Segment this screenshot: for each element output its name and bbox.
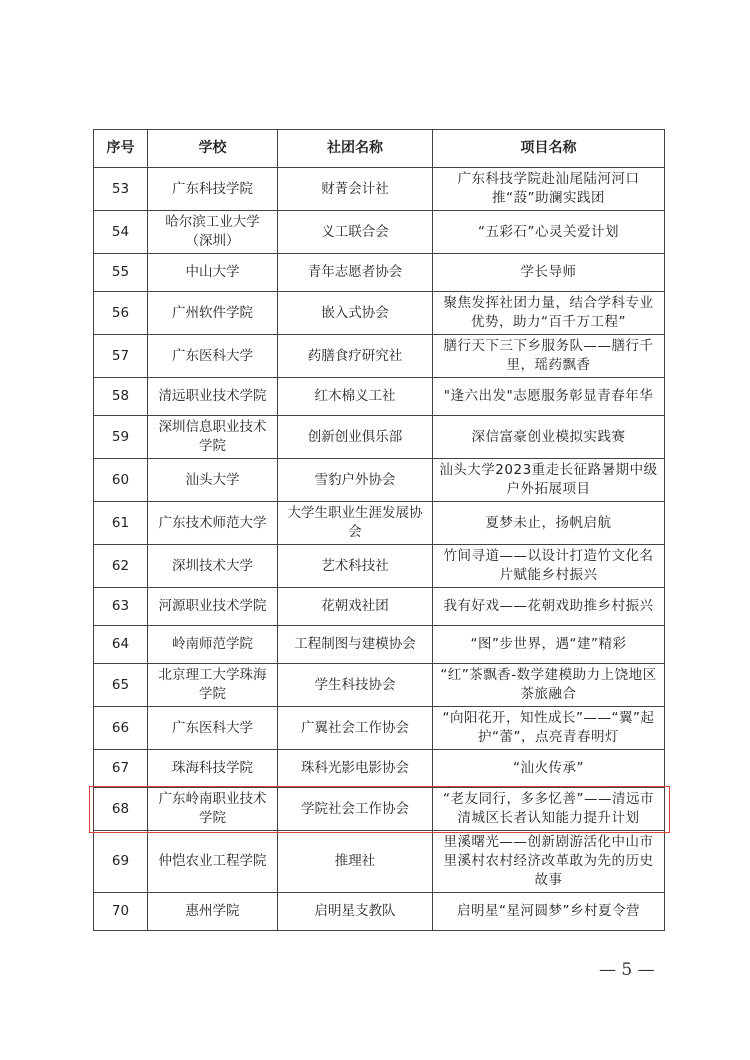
table-row: [94, 707, 665, 750]
cell-no: 53: [94, 168, 148, 211]
cell-no: 60: [94, 459, 148, 502]
table-row: [94, 378, 665, 416]
cell-no: 68: [94, 788, 148, 831]
cell-club: 花朝戏社团: [278, 588, 433, 626]
cell-project: “向阳花开，知性成长”——“翼”起护“蕾”，点亮青春明灯: [433, 707, 665, 750]
cell-no: 62: [94, 545, 148, 588]
cell-no: 61: [94, 502, 148, 545]
header-no: 序号: [94, 130, 148, 168]
cell-school: 汕头大学: [148, 459, 278, 502]
header-school: 学校: [148, 130, 278, 168]
table-row: [94, 588, 665, 626]
cell-no: 55: [94, 254, 148, 292]
cell-club: 大学生职业生涯发展协会: [278, 502, 433, 545]
cell-club: 财菁会计社: [278, 168, 433, 211]
table-row: [94, 459, 665, 502]
cell-club: 工程制图与建模协会: [278, 626, 433, 664]
header-club: 社团名称: [278, 130, 433, 168]
cell-project: 汕头大学2023重走长征路暑期中级户外拓展项目: [433, 459, 665, 502]
cell-club: 创新创业俱乐部: [278, 416, 433, 459]
cell-project: “老友同行，多多忆善”——清远市清城区长者认知能力提升计划: [433, 788, 665, 831]
cell-school: 广州软件学院: [148, 292, 278, 335]
cell-project: 膳行天下三下乡服务队——膳行千里，瑶药飘香: [433, 335, 665, 378]
table-row: [94, 831, 665, 893]
table-row: [94, 664, 665, 707]
cell-project: 聚焦发挥社团力量，结合学科专业优势，助力“百千万工程”: [433, 292, 665, 335]
cell-school: 广东医科大学: [148, 335, 278, 378]
cell-club: 学院社会工作协会: [278, 788, 433, 831]
cell-school: 广东医科大学: [148, 707, 278, 750]
cell-school: 仲恺农业工程学院: [148, 831, 278, 893]
cell-school: 深圳技术大学: [148, 545, 278, 588]
cell-no: 70: [94, 893, 148, 931]
project-table: [93, 129, 665, 931]
cell-club: 广翼社会工作协会: [278, 707, 433, 750]
cell-club: 学生科技协会: [278, 664, 433, 707]
cell-project: “五彩石”心灵关爱计划: [433, 211, 665, 254]
table-row: [94, 626, 665, 664]
cell-project: 深信富豪创业模拟实践赛: [433, 416, 665, 459]
cell-school: 北京理工大学珠海学院: [148, 664, 278, 707]
cell-no: 57: [94, 335, 148, 378]
cell-club: 义工联合会: [278, 211, 433, 254]
cell-school: 清远职业技术学院: [148, 378, 278, 416]
table-row: [94, 893, 665, 931]
cell-club: 雪豹户外协会: [278, 459, 433, 502]
cell-no: 65: [94, 664, 148, 707]
cell-school: 岭南师范学院: [148, 626, 278, 664]
cell-club: 启明星支教队: [278, 893, 433, 931]
cell-school: 珠海科技学院: [148, 750, 278, 788]
table-row: [94, 335, 665, 378]
table-row: [94, 292, 665, 335]
cell-project: “红”茶飘香-数学建模助力上饶地区茶旅融合: [433, 664, 665, 707]
cell-project: 里溪曙光——创新剧游活化中山市里溪村农村经济改革敢为先的历史故事: [433, 831, 665, 893]
cell-project: "逢六出发"志愿服务彰显青春年华: [433, 378, 665, 416]
cell-club: 红木棉义工社: [278, 378, 433, 416]
cell-no: 67: [94, 750, 148, 788]
table-row: [94, 211, 665, 254]
cell-no: 64: [94, 626, 148, 664]
cell-project: 我有好戏——花朝戏助推乡村振兴: [433, 588, 665, 626]
cell-no: 69: [94, 831, 148, 893]
table-row: [94, 416, 665, 459]
table-row: [94, 254, 665, 292]
cell-project: 夏梦未止，扬帆启航: [433, 502, 665, 545]
cell-school: 广东岭南职业技术学院: [148, 788, 278, 831]
cell-club: 珠科光影电影协会: [278, 750, 433, 788]
cell-club: 药膳食疗研究社: [278, 335, 433, 378]
project-table-container: [93, 129, 665, 931]
cell-no: 58: [94, 378, 148, 416]
cell-school: 惠州学院: [148, 893, 278, 931]
table-row: [94, 750, 665, 788]
table-row: [94, 545, 665, 588]
cell-club: 嵌入式协会: [278, 292, 433, 335]
table-row: [94, 502, 665, 545]
cell-club: 推理社: [278, 831, 433, 893]
cell-club: 青年志愿者协会: [278, 254, 433, 292]
cell-project: 竹间寻道——以设计打造竹文化名片赋能乡村振兴: [433, 545, 665, 588]
cell-school: 广东技术师范大学: [148, 502, 278, 545]
cell-school: 广东科技学院: [148, 168, 278, 211]
cell-school: 河源职业技术学院: [148, 588, 278, 626]
cell-school: 中山大学: [148, 254, 278, 292]
table-row-highlighted: [94, 788, 665, 831]
cell-no: 56: [94, 292, 148, 335]
cell-no: 59: [94, 416, 148, 459]
cell-club: 艺术科技社: [278, 545, 433, 588]
page-number: — 5 —: [599, 960, 655, 980]
table-row: [94, 168, 665, 211]
cell-project: 学长导师: [433, 254, 665, 292]
cell-school: 哈尔滨工业大学（深圳）: [148, 211, 278, 254]
header-project: 项目名称: [433, 130, 665, 168]
cell-project: 启明星“星河圆梦”乡村夏令营: [433, 893, 665, 931]
cell-school: 深圳信息职业技术学院: [148, 416, 278, 459]
cell-no: 63: [94, 588, 148, 626]
cell-no: 66: [94, 707, 148, 750]
cell-project: “图”步世界，遇“建”精彩: [433, 626, 665, 664]
cell-project: 广东科技学院赴汕尾陆河河口推“蔎”助澜实践团: [433, 168, 665, 211]
cell-no: 54: [94, 211, 148, 254]
table-header-row: [94, 130, 665, 168]
cell-project: “汕火传承”: [433, 750, 665, 788]
